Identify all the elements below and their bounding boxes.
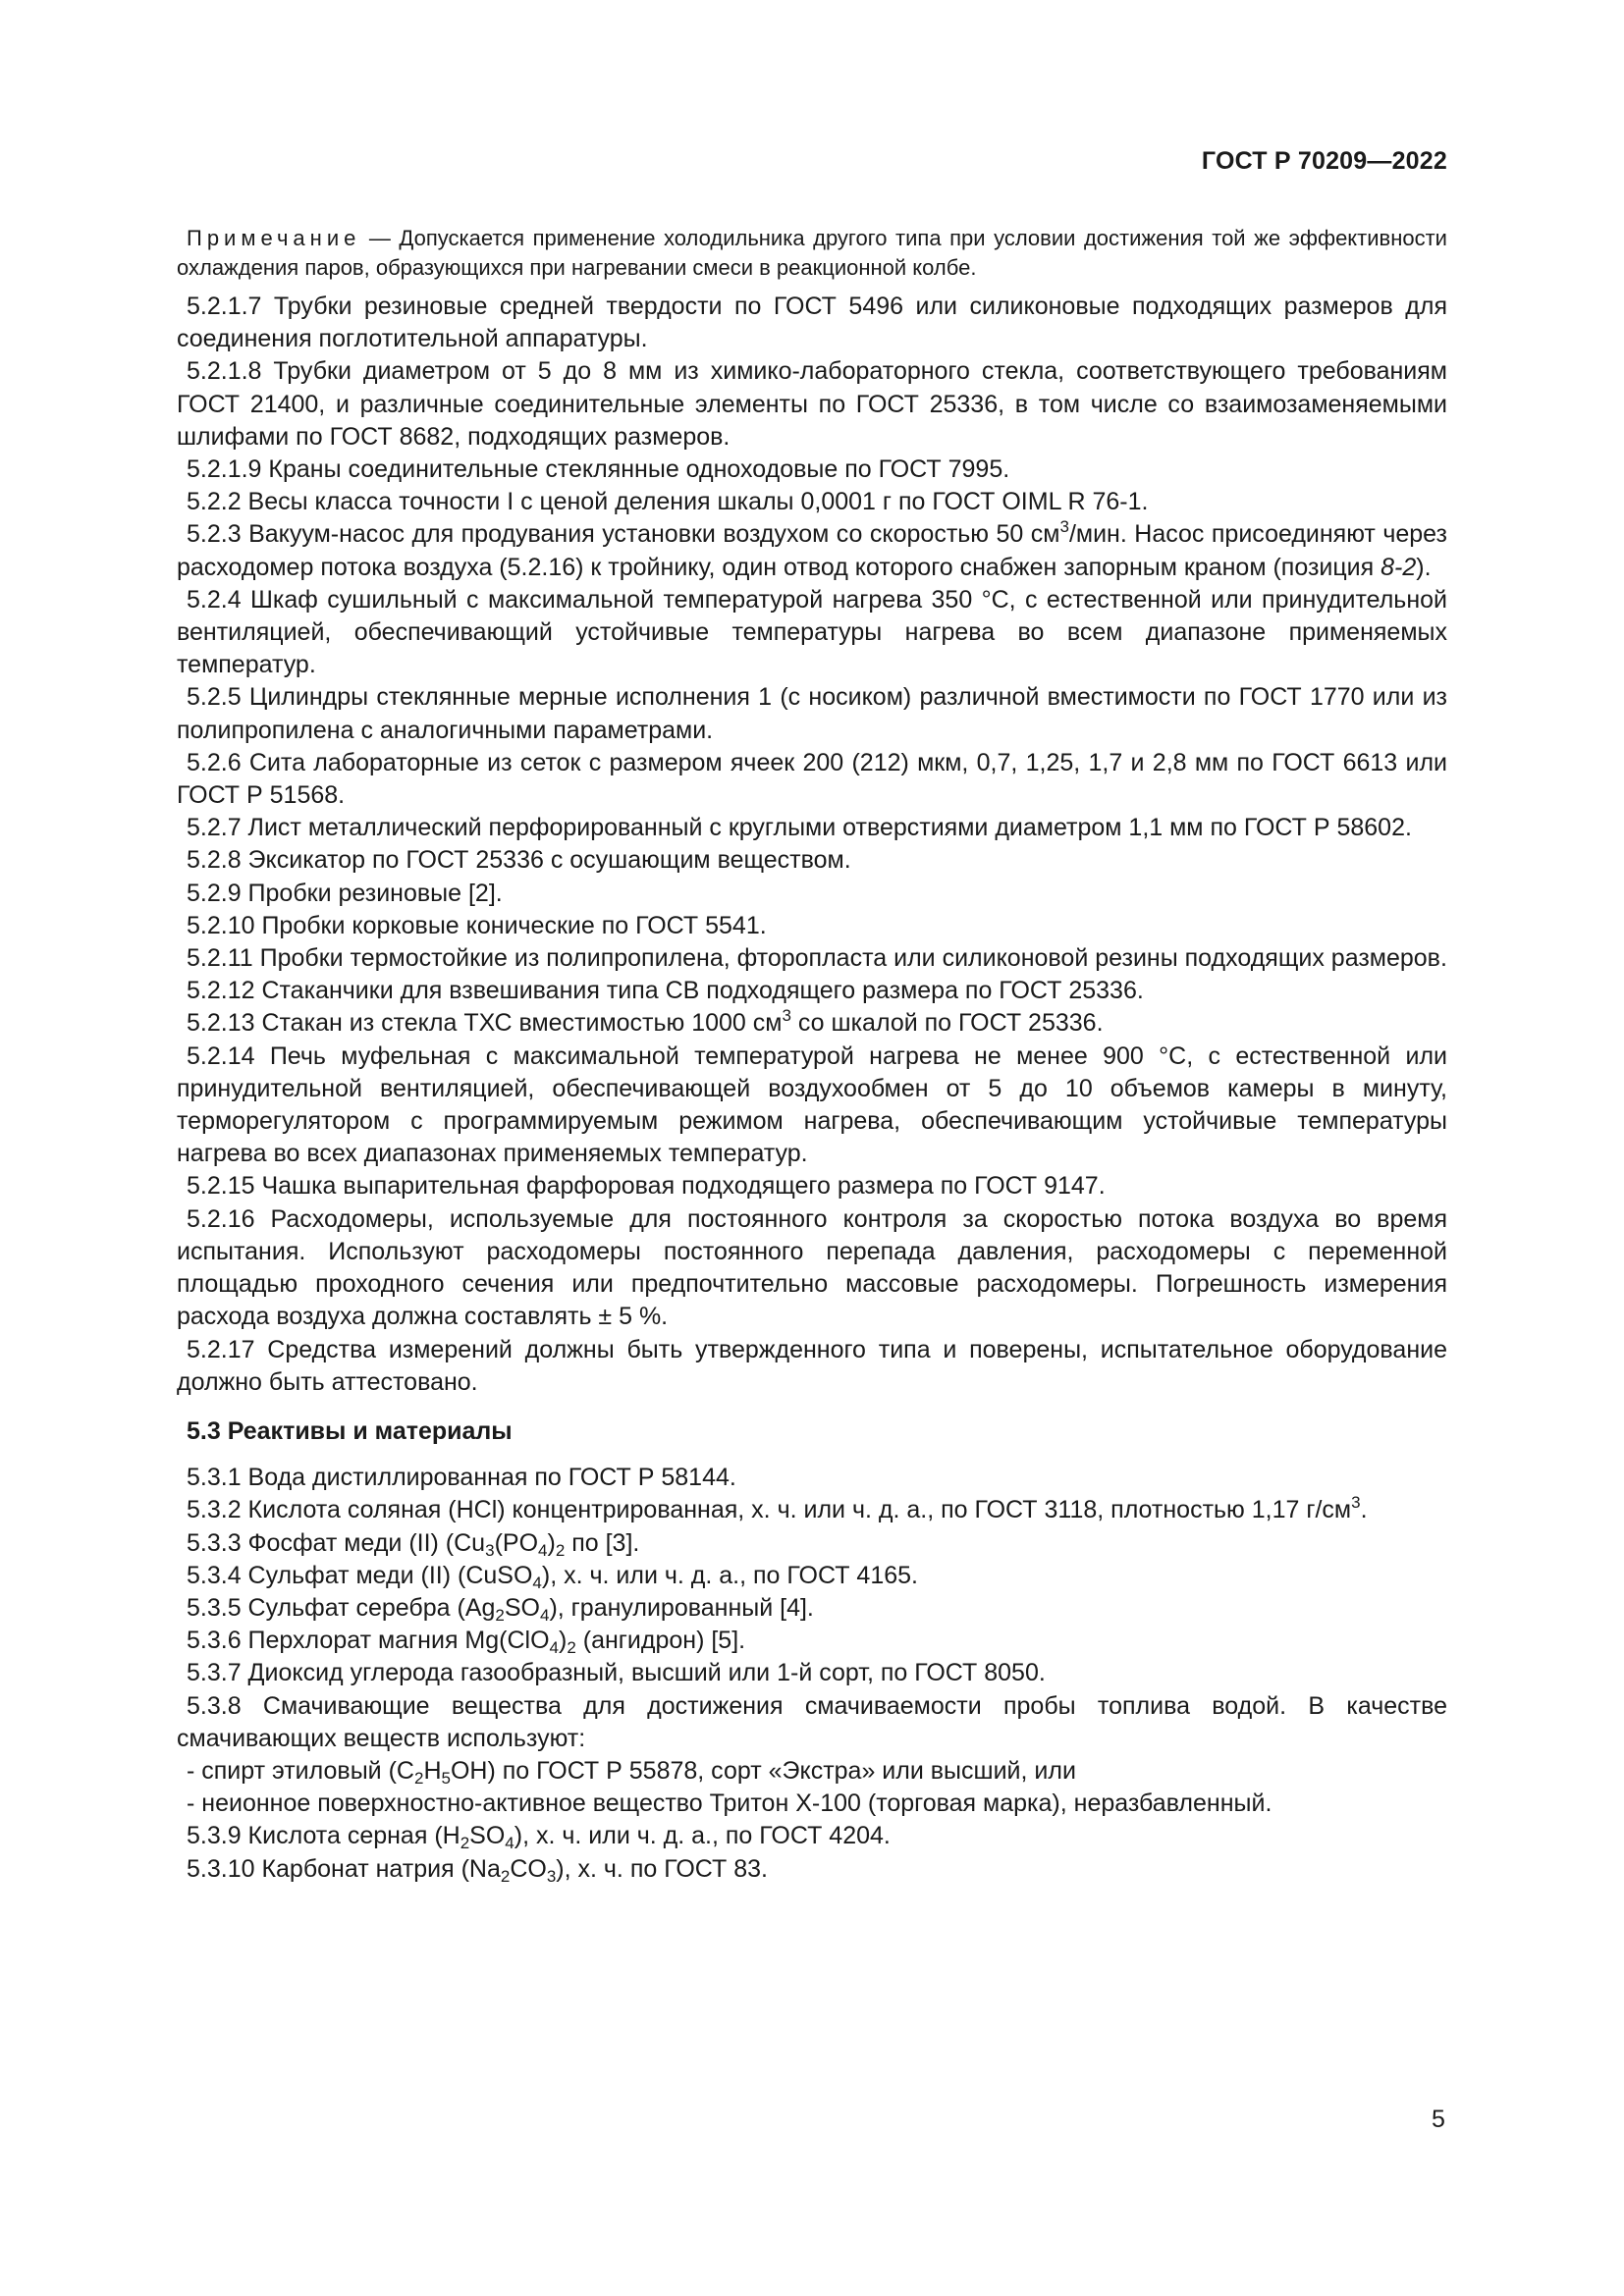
text-segment: ), х. ч. или ч. д. а., по ГОСТ 4204. [514,1822,891,1850]
note-text: — Допускается применение холодильника другого типа при условии достижения той же эффективности охлаждения паров, образующихся при нагревании смеси в реакционной колбе. [177,226,1447,280]
note-label: Примечание [187,226,361,250]
clause-5-2-3 [177,518,1447,583]
clause-5-2-16: 5.2.16 Расходомеры, используемые для постоянного контроля за скоростью потока воздуха во время испытания. Используют расходомеры постоянного перепада давления, расходомеры с переменной площадью проходного сечения или предпочтительно массовые расходомеры. Погрешность измерения расхода воздуха должна составлять ± 5 %. [177,1204,1447,1331]
page-number: 5 [1432,2106,1445,2133]
standard-header: ГОСТ Р 70209—2022 [1201,147,1447,175]
clause-5-2-5: 5.2.5 Цилиндры стеклянные мерные исполнения 1 (с носиком) различной вместимости по ГОСТ 1770 или из полипропилена с аналогичными параметрами. [177,683,1447,744]
clause-5-2-3-text-b: /мин. Насос присоединяют через расходомер потока воздуха (5.2.16) к тройнику, один отвод которого снабжен запорным краном (позиция [177,520,1447,581]
text-segment: 5.3.3 Фосфат меди (II) (Cu [187,1528,486,1557]
text-segment: по [3]. [565,1528,640,1557]
subscript: 4 [505,1834,514,1853]
text-segment: - спирт этиловый (C [187,1756,414,1785]
subscript: 4 [540,1605,550,1625]
text-segment: 5.3.4 Сульфат меди (II) (CuSO [187,1561,533,1589]
subscript: 4 [538,1540,548,1560]
clause-5-2-8: 5.2.8 Эксикатор по ГОСТ 25336 с осушающим веществом. [187,846,851,875]
clause-5-2-1-9: 5.2.1.9 Краны соединительные стеклянные одноходовые по ГОСТ 7995. [187,455,1010,484]
text-segment: SO [469,1822,506,1850]
list-item-ethanol [177,1755,1447,1788]
clause-5-2-4: 5.2.4 Шкаф сушильный с максимальной температурой нагрева 350 °С, с естественной или принудительной вентиляцией, обеспечивающий устойчивые температуры нагрева во всем диапазоне применяемых температур. [177,585,1447,679]
clause-5-3-8: 5.3.8 Смачивающие вещества для достижения смачиваемости пробы топлива водой. В качестве смачивающих веществ используют: [177,1691,1447,1752]
text-segment: 5.3.10 Карбонат натрия (Na [187,1854,501,1883]
subscript: 5 [441,1768,451,1788]
list-item-triton: - неионное поверхностно-активное вещество Тритон Х-100 (торговая марка), неразбавленный. [187,1789,1272,1818]
subscript: 4 [532,1573,542,1592]
text-segment: SO [504,1593,540,1622]
clause-5-3-10 [177,1853,1447,1886]
subscript: 4 [549,1638,560,1658]
clause-5-2-7: 5.2.7 Лист металлический перфорированный с круглыми отверстиями диаметром 1,1 мм по ГОСТ Р 58602. [187,814,1412,842]
clause-5-2-13-text-b: со шкалой по ГОСТ 25336. [790,1009,1104,1038]
subscript: 3 [485,1540,495,1560]
text-segment: 5.3.9 Кислота серная (H [187,1822,460,1850]
clause-5-2-3-text-c: ). [1416,553,1432,581]
position-reference: 8-2 [1380,553,1417,581]
note-paragraph [177,224,1447,282]
subscript: 2 [413,1768,424,1788]
clause-5-3-2 [177,1494,1447,1526]
text-segment: CO [510,1854,547,1883]
clause-5-2-17: 5.2.17 Средства измерений должны быть утвержденного типа и поверены, испытательное оборудование должно быть аттестовано. [177,1335,1447,1396]
text-segment: 5.3.6 Перхлорат магния Mg(ClO [187,1627,550,1655]
text-segment: OH) по ГОСТ Р 55878, сорт «Экстра» или высший, или [450,1756,1076,1785]
clause-5-2-9: 5.2.9 Пробки резиновые [2]. [187,879,503,907]
clause-5-2-10: 5.2.10 Пробки корковые конические по ГОСТ 5541. [187,911,767,939]
clause-5-3-3 [177,1527,1447,1560]
clause-5-3-1: 5.3.1 Вода дистиллированная по ГОСТ Р 58144. [187,1464,736,1492]
section-title: 5.3 Реактивы и материалы [187,1416,513,1445]
clause-5-3-6 [177,1625,1447,1657]
clause-5-2-12: 5.2.12 Стаканчики для взвешивания типа СВ подходящего размера по ГОСТ 25336. [187,977,1144,1005]
text-segment: (PO [494,1528,539,1557]
text-segment: ), х. ч. или ч. д. а., по ГОСТ 4165. [541,1561,918,1589]
subscript: 2 [500,1866,511,1886]
clause-5-2-6: 5.2.6 Сита лабораторные из сеток с размером ячеек 200 (212) мкм, 0,7, 1,25, 1,7 и 2,8 мм по ГОСТ 6613 или ГОСТ Р 51568. [177,748,1447,810]
clause-5-3-5 [177,1592,1447,1625]
superscript: 3 [1351,1493,1361,1513]
text-segment: (ангидрон) [5]. [575,1627,746,1655]
clause-5-2-1-8: 5.2.1.8 Трубки диаметром от 5 до 8 мм из химико-лабораторного стекла, соответствующего требованиям ГОСТ 21400, и различные соединительные элементы по ГОСТ 25336, в том числе со взаимозаменяемыми шлифами по ГОСТ 8682, подходящих размеров. [177,357,1447,451]
clause-5-2-1-7: 5.2.1.7 Трубки резиновые средней твердости по ГОСТ 5496 или силиконовые подходящих размеров для соединения поглотительной аппаратуры. [177,293,1447,353]
clause-5-3-9 [177,1820,1447,1852]
text-segment: ) [559,1627,568,1655]
clause-5-3-2-text-a: 5.3.2 Кислота соляная (HCl) концентрированная, х. ч. или ч. д. а., по ГОСТ 3118, плотностью 1,17 г/см [187,1496,1352,1524]
superscript: 3 [1059,517,1069,537]
text-segment: ), х. ч. по ГОСТ 83. [556,1854,768,1883]
text-segment: ) [547,1528,556,1557]
clause-5-3-7: 5.3.7 Диоксид углерода газообразный, высший или 1-й сорт, по ГОСТ 8050. [187,1659,1046,1687]
subscript: 2 [555,1540,566,1560]
text-segment: 5.3.5 Сульфат серебра (Ag [187,1593,496,1622]
subscript: 2 [495,1605,505,1625]
clause-5-2-3-text-a: 5.2.3 Вакуум-насос для продувания установки воздухом со скоростью 50 см [187,520,1060,549]
text-segment: ), гранулированный [4]. [549,1593,814,1622]
clause-5-2-14: 5.2.14 Печь муфельная с максимальной температурой нагрева не менее 900 °С, с естественной или принудительной вентиляцией, обеспечивающей воздухообмен от 5 до 10 объемов камеры в минуту, терморегулятором с программируемым режимом нагрева, обеспечивающим устойчивые температуры нагрева во всех диапазонах применяемых температур. [177,1041,1447,1168]
text-segment: H [423,1756,442,1785]
clause-5-3-2-text-b: . [1360,1496,1368,1524]
subscript: 2 [460,1834,470,1853]
document-body [177,224,1447,1886]
subscript: 2 [567,1638,576,1658]
clause-5-2-13-text-a: 5.2.13 Стакан из стекла ТХС вместимостью 1000 см [187,1009,783,1038]
clause-5-2-2: 5.2.2 Весы класса точности I с ценой деления шкалы 0,0001 г по ГОСТ OIML R 76-1. [187,488,1149,516]
subscript: 3 [546,1866,557,1886]
clause-5-2-11: 5.2.11 Пробки термостойкие из полипропилена, фторопласта или силиконовой резины подходящих размеров. [187,944,1447,973]
clause-5-3-4 [177,1560,1447,1592]
superscript: 3 [782,1006,791,1026]
clause-5-2-13 [177,1007,1447,1040]
clause-5-2-15: 5.2.15 Чашка выпарительная фарфоровая подходящего размера по ГОСТ 9147. [187,1172,1106,1201]
